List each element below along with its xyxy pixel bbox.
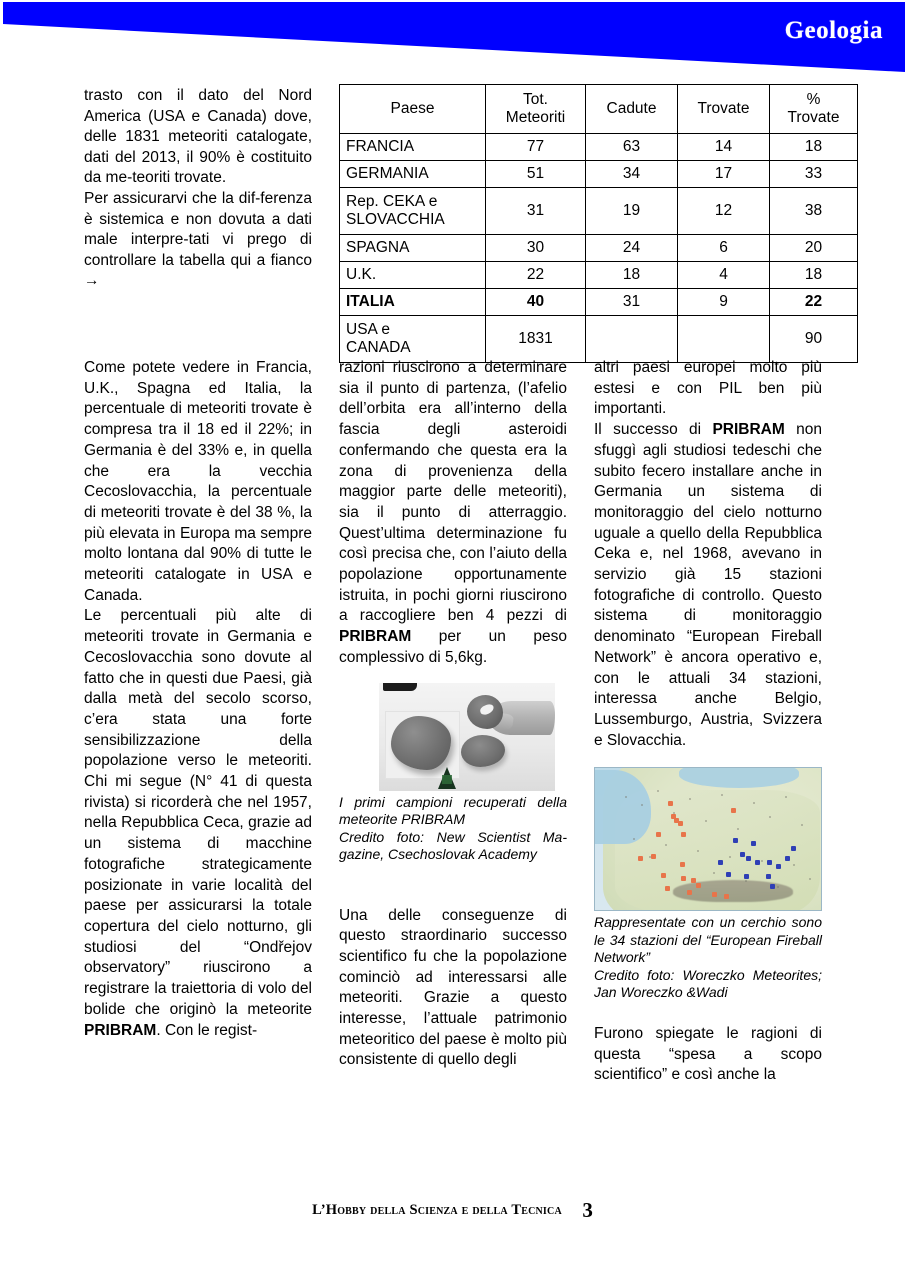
cell-paese: USA e CANADA [340, 316, 486, 363]
cell-pct: 38 [770, 188, 858, 235]
cell-pct: 33 [770, 161, 858, 188]
caption-fireball-map [594, 914, 822, 1002]
article-column-right [594, 358, 822, 1086]
station-marker [791, 846, 796, 851]
section-title: Geologia [784, 17, 883, 44]
station-marker [744, 874, 749, 879]
station-marker [770, 884, 775, 889]
cell-trovate [678, 316, 770, 363]
table-row [340, 262, 858, 289]
station-marker [746, 856, 751, 861]
intro-text: trasto con il dato del Nord America (USA e Canada) dove, delle 1831 meteoriti catalogate, dati del 2013, il 90% è costituito da me-teoriti trovate. [84, 87, 312, 187]
station-marker [767, 860, 772, 865]
column-header-paese: Paese [340, 85, 486, 134]
paragraph-left-2 [84, 606, 312, 1041]
caption-line-1: I primi campioni recuperati della meteorite PRIBRAM [339, 793, 567, 828]
table-row [340, 316, 858, 363]
station-marker [724, 894, 729, 899]
cell-paese: GERMANIA [340, 161, 486, 188]
cell-cadute: 31 [586, 289, 678, 316]
article-column-middle [339, 358, 567, 1071]
caption-line-2: Credito foto: Woreczko Meteorites; Jan Woreczko &Wadi [594, 966, 822, 1001]
paragraph-left-1: Come potete vedere in Francia, U.K., Spagna ed Italia, la percentuale di meteoriti trovate è compresa tra il 18 ed il 22%; in Germania è del 33% e, in quella che era la vecchia Cecoslovacchia, la percentuale di meteoriti trovate è del 38 %, la più elevata in Europa ma sempre molto lontana dal 90% di tutte le meteoriti catalogate in USA e Canada. [84, 359, 312, 604]
table-row [340, 161, 858, 188]
banner-shape [0, 0, 905, 80]
meteorite-samples-photo [339, 683, 567, 791]
article-column-left [84, 358, 312, 1041]
station-marker [651, 854, 656, 859]
figure-fireball-map [594, 767, 822, 1002]
intro-text-2: Per assicurarvi che la dif-ferenza è sistemica e non dovuta a dati male interpre-tati vi prego di controllare la tabella qui a fianco → [84, 189, 312, 290]
paragraph-mid-1-tail: per un peso complessivo di 5,6kg. [339, 628, 567, 666]
cell-trovate: 14 [678, 134, 770, 161]
station-marker [731, 808, 736, 813]
cell-pct: 18 [770, 134, 858, 161]
column-header-percent-trovate: % Trovate [770, 85, 858, 134]
paragraph-mid-2: Una delle conseguenze di questo straordinario successo scientifico fu che la popolazione cominciò ad interessarsi alle meteoriti. Grazie a questo interesse, l’attuale patrimonio meteoritico del paese è molto più consistente di quello degli [339, 906, 567, 1069]
cell-trovate: 4 [678, 262, 770, 289]
meteorite-statistics-table [339, 84, 858, 363]
table-body [340, 134, 858, 363]
cell-pct: 22 [770, 289, 858, 316]
column-header-tot-meteoriti: Tot. Meteoriti [486, 85, 586, 134]
meteorite-table-container [339, 84, 857, 363]
keyword-pribram: PRIBRAM [712, 421, 785, 439]
top-section [0, 84, 905, 356]
cell-cadute: 34 [586, 161, 678, 188]
cell-tot: 77 [486, 134, 586, 161]
caption-line-2: Credito foto: New Scientist Ma-gazine, Csechoslovak Academy [339, 828, 567, 863]
station-marker [718, 860, 723, 865]
cell-pct: 18 [770, 262, 858, 289]
cell-tot: 51 [486, 161, 586, 188]
page-number: 3 [582, 1198, 593, 1222]
table-row [340, 134, 858, 161]
cell-tot: 31 [486, 188, 586, 235]
caption-meteorite-photo [339, 794, 567, 864]
cell-paese: ITALIA [340, 289, 486, 316]
keyword-pribram: PRIBRAM [84, 1021, 157, 1039]
station-marker [726, 872, 731, 877]
paragraph-right-2 [594, 420, 822, 751]
station-marker [766, 874, 771, 879]
cell-trovate: 6 [678, 235, 770, 262]
paragraph-right-2-tail: non sfuggì agli studiosi tedeschi che subito fecero installare anche in Germania un sistema di monitoraggio del cielo notturno uguale a quello della Repubblica Ceka e, nel 1968, avevano in servizio già 15 stazioni fotografiche di controllo. Questo sistema di monitoraggio denominato “European Fireball Network” è ancora operativo e, con le attuali 34 stazioni, interessa anche Belgio, Lussemburgo, Austria, Svizzera e Slovacchia. [594, 421, 822, 749]
cell-trovate: 9 [678, 289, 770, 316]
cell-cadute: 24 [586, 235, 678, 262]
scale-marker-label [442, 775, 452, 784]
table-header-row [340, 85, 858, 134]
cell-cadute: 19 [586, 188, 678, 235]
station-marker [638, 856, 643, 861]
table-row-italia [340, 289, 858, 316]
magazine-name: L’Hobby della Scienza e della Tecnica [312, 1202, 562, 1218]
cell-trovate: 17 [678, 161, 770, 188]
cell-cadute [586, 316, 678, 363]
cell-trovate: 12 [678, 188, 770, 235]
column-header-trovate: Trovate [678, 85, 770, 134]
station-marker [755, 860, 760, 865]
figure-meteorite-photo [339, 683, 567, 864]
cell-cadute: 18 [586, 262, 678, 289]
paragraph-mid-1-text: razioni riuscirono a determinare sia il punto di partenza, (l’afelio dell’orbita era all’interno della fascia degli asteroidi confermando che questa era la zona di provenienza della maggior parte delle meteoriti), sia il punto di atterraggio. Quest’ultima determinazione fu così precisa che, con l’aiuto della popolazione opportunamente istruita, in pochi giorni riuscirono a raccogliere ben 4 pezzi di [339, 359, 567, 625]
photo-dark-corner [383, 683, 417, 691]
paragraph-right-3: Furono spiegate le ragioni di questa “spesa a scopo scientifico” e così anche la [594, 1024, 822, 1084]
intro-paragraph [84, 86, 312, 292]
cell-tot: 40 [486, 289, 586, 316]
paragraph-left-2-text: Le percentuali più alte di meteoriti trovate in Germania e Cecoslovacchia sono dovute al fatto che in questi due Paesi, già dalla metà del secolo scorso, c’era stata una forte sensibilizzazione della popolazione verso le meteoriti. Chi mi segue (N° 41 di questa rivista) si ricorderà che nel 1957, nella Repubblica Ceca, grazie ad un sistema di macchine fotografiche strategicamente posizionate in varie località del paese per assicurarsi la totale copertura del cielo notturno, gli studiosi del “Ondřejov observatory” riuscirono a registrare la traiettoria di volo del bolide che originò la meteorite [84, 607, 312, 1018]
keyword-pribram: PRIBRAM [339, 628, 412, 646]
station-marker [691, 878, 696, 883]
paragraph-left-2-tail: . Con le regist- [156, 1021, 258, 1039]
page-footer [0, 1198, 905, 1223]
fragment-notch [479, 703, 495, 716]
caption-line-1: Rappresentate con un cerchio sono le 34 stazioni del “European Fireball Network” [594, 914, 822, 966]
station-marker [680, 862, 685, 867]
european-fireball-network-map [594, 767, 822, 911]
cell-tot: 30 [486, 235, 586, 262]
cell-pct: 90 [770, 316, 858, 363]
paragraph-right-2-text: Il successo di [594, 421, 713, 439]
station-marker [733, 838, 738, 843]
paragraph-mid-1 [339, 358, 567, 669]
station-marker [696, 883, 701, 888]
cell-paese: Rep. CEKA e SLOVACCHIA [340, 188, 486, 235]
cell-tot: 1831 [486, 316, 586, 363]
column-header-cadute: Cadute [586, 85, 678, 134]
station-marker [776, 864, 781, 869]
station-marker [687, 890, 692, 895]
station-marker [661, 873, 666, 878]
station-marker [740, 852, 745, 857]
station-marker [712, 892, 717, 897]
station-marker [665, 886, 670, 891]
meteorite-fragment-held [467, 695, 503, 729]
paragraph-right-1: altri paesi europei molto più estesi e con PIL ben più importanti. [594, 359, 822, 418]
station-marker [656, 832, 661, 837]
meteorite-fragment-large [391, 716, 451, 770]
station-marker [681, 876, 686, 881]
station-marker [678, 821, 683, 826]
station-marker [668, 801, 673, 806]
station-marker [785, 856, 790, 861]
station-marker [751, 841, 756, 846]
cell-paese: U.K. [340, 262, 486, 289]
cell-paese: FRANCIA [340, 134, 486, 161]
cell-cadute: 63 [586, 134, 678, 161]
article-body [0, 358, 905, 1218]
cell-pct: 20 [770, 235, 858, 262]
cell-paese: SPAGNA [340, 235, 486, 262]
table-row [340, 235, 858, 262]
cell-tot: 22 [486, 262, 586, 289]
page-header-banner [0, 0, 905, 80]
station-marker [681, 832, 686, 837]
table-row [340, 188, 858, 235]
